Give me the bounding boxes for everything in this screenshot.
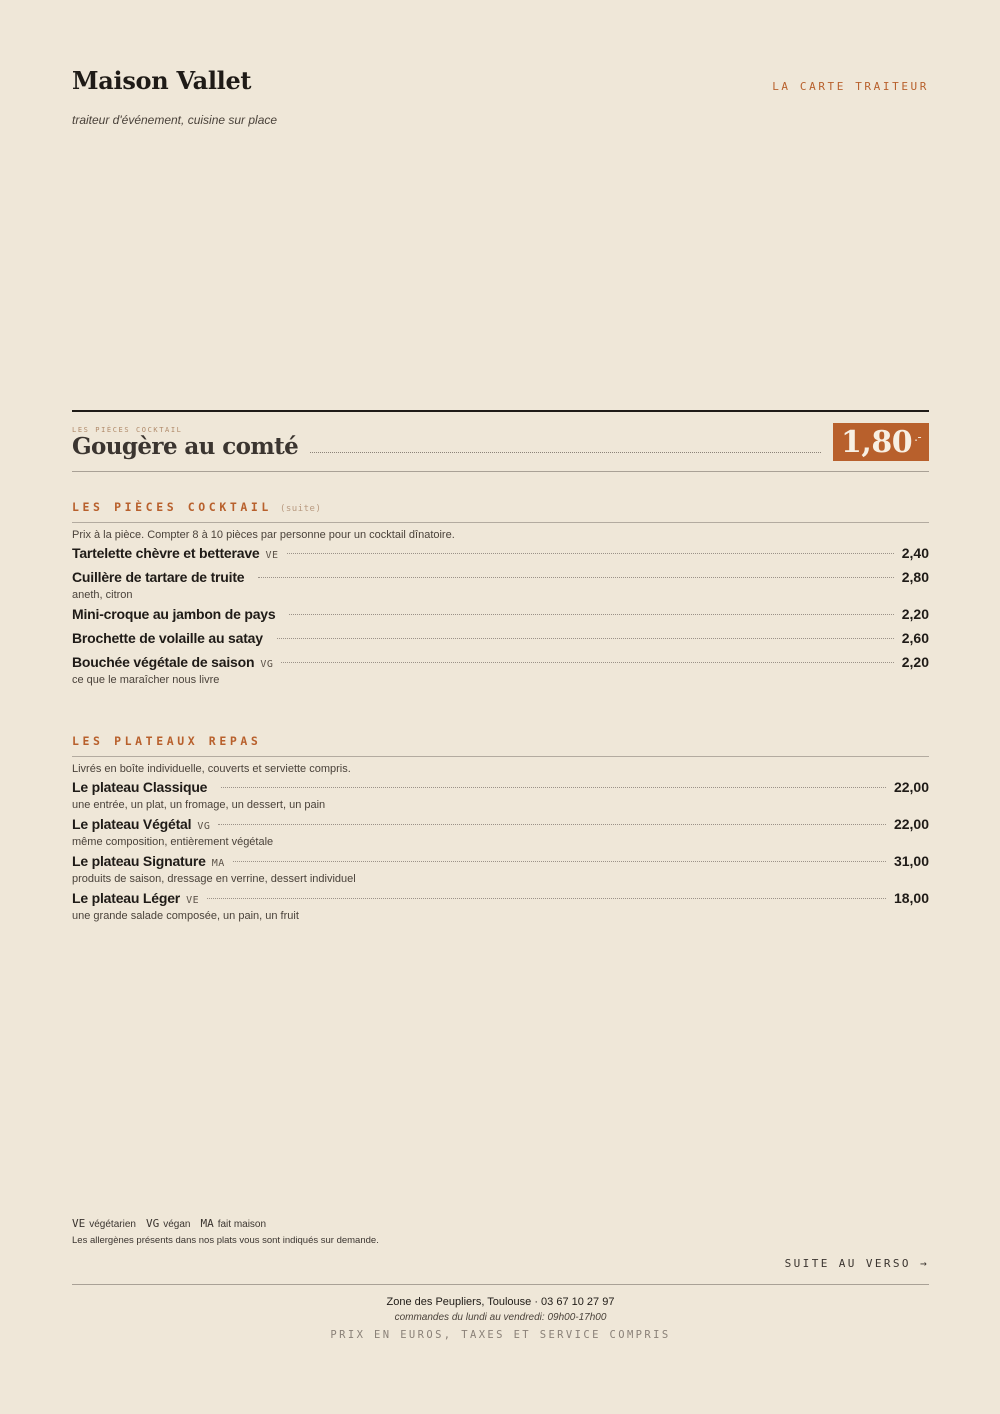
item-price: 2,60 xyxy=(901,630,929,646)
section-intro: Prix à la pièce. Compter 8 à 10 pièces par personne pour un cocktail dînatoire. xyxy=(72,529,455,541)
item-price: 22,00 xyxy=(893,816,929,832)
item-name: Tartelette chèvre et betterave xyxy=(72,545,260,561)
menu-item xyxy=(72,779,929,816)
item-price: 31,00 xyxy=(893,853,929,869)
brand-name: Maison Vallet xyxy=(72,66,252,95)
featured-item xyxy=(72,423,929,461)
suite-au-verso-link[interactable]: SUITE AU VERSO → xyxy=(784,1257,929,1270)
item-leader xyxy=(289,614,893,615)
item-description: ce que le maraîcher nous livre xyxy=(72,674,220,686)
item-price: 22,00 xyxy=(893,779,929,795)
item-name: Le plateau Signature xyxy=(72,853,206,869)
section-plateaux-repas xyxy=(72,734,929,927)
section-suite: (suite) xyxy=(279,504,322,514)
section-pieces-cocktail xyxy=(72,500,929,691)
legend-entry xyxy=(200,1214,266,1232)
brand-tagline: traiteur d'événement, cuisine sur place xyxy=(72,113,278,127)
legend-code: MA xyxy=(200,1217,214,1230)
item-name: Le plateau Végétal xyxy=(72,816,192,832)
item-price: 2,40 xyxy=(901,545,929,561)
menu-item xyxy=(72,606,929,630)
section-intro: Livrés en boîte individuelle, couverts et serviette compris. xyxy=(72,763,351,775)
menu-page xyxy=(72,0,929,1414)
item-leader xyxy=(233,861,886,862)
item-name: Le plateau Classique xyxy=(72,779,208,795)
item-leader xyxy=(221,787,886,788)
carte-label: LA CARTE TRAITEUR xyxy=(772,80,929,93)
item-leader xyxy=(281,662,893,663)
section-header xyxy=(72,500,929,520)
item-price: 2,80 xyxy=(901,569,929,585)
menu-item xyxy=(72,853,929,890)
item-badge: VE xyxy=(265,550,279,561)
item-price: 2,20 xyxy=(901,654,929,670)
diet-legend xyxy=(72,1214,266,1232)
section-title: LES PIÈCES COCKTAIL xyxy=(72,500,272,514)
featured-bottom-rule xyxy=(72,471,929,472)
menu-item xyxy=(72,569,929,606)
item-leader xyxy=(277,638,894,639)
menu-item xyxy=(72,654,929,691)
featured-kicker: LES PIÈCES COCKTAIL xyxy=(72,426,183,434)
item-badge: VE xyxy=(186,895,200,906)
item-description: produits de saison, dressage en verrine, dessert individuel xyxy=(72,873,356,885)
featured-leader xyxy=(310,452,821,453)
item-name: Mini-croque au jambon de pays xyxy=(72,606,276,622)
legend-label: végan xyxy=(163,1219,191,1230)
legend-code: VE xyxy=(72,1217,86,1230)
footer-rule xyxy=(72,1284,929,1285)
item-badge: MA xyxy=(211,858,225,869)
item-name: Bouchée végétale de saison xyxy=(72,654,255,670)
menu-item xyxy=(72,545,929,569)
allergen-note: Les allergènes présents dans nos plats vous sont indiqués sur demande. xyxy=(72,1235,379,1246)
legend-code: VG xyxy=(145,1217,160,1230)
item-name: Cuillère de tartare de truite xyxy=(72,569,245,585)
featured-price-badge xyxy=(833,423,929,461)
section-rule xyxy=(72,756,929,757)
item-description: une entrée, un plat, un fromage, un dessert, un pain xyxy=(72,799,326,811)
item-name: Le plateau Léger xyxy=(72,890,181,906)
featured-price-suffix: .- xyxy=(914,430,921,444)
featured-top-rule xyxy=(72,410,929,412)
legend-label: fait maison xyxy=(217,1219,267,1230)
section-title: LES PLATEAUX REPAS xyxy=(72,734,262,748)
item-price: 18,00 xyxy=(893,890,929,906)
footer-prices-note: PRIX EN EUROS, TAXES ET SERVICE COMPRIS xyxy=(330,1329,671,1341)
featured-price: 1,80 xyxy=(841,424,913,460)
menu-item xyxy=(72,890,929,927)
legend-entry xyxy=(72,1214,136,1232)
menu-item xyxy=(72,630,929,654)
item-price: 2,20 xyxy=(901,606,929,622)
item-leader xyxy=(258,577,893,578)
section-header xyxy=(72,734,929,754)
item-description: même composition, entièrement végétale xyxy=(72,836,274,848)
item-name: Brochette de volaille au satay xyxy=(72,630,263,646)
item-description: une grande salade composée, un pain, un fruit xyxy=(72,910,299,922)
footer-hours: commandes du lundi au vendredi: 09h00-17h00 xyxy=(394,1312,607,1323)
legend-entry xyxy=(146,1214,191,1232)
item-description: aneth, citron xyxy=(72,589,133,601)
section-rule xyxy=(72,522,929,523)
legend-label: végétarien xyxy=(89,1219,136,1230)
item-badge: VG xyxy=(260,659,274,670)
footer-address: Zone des Peupliers, Toulouse · 03 67 10 27 97 xyxy=(386,1296,615,1308)
item-badge: VG xyxy=(197,821,211,832)
featured-name: Gougère au comté xyxy=(72,433,299,460)
menu-item xyxy=(72,816,929,853)
item-leader xyxy=(218,824,886,825)
item-leader xyxy=(287,553,894,554)
item-leader xyxy=(207,898,886,899)
